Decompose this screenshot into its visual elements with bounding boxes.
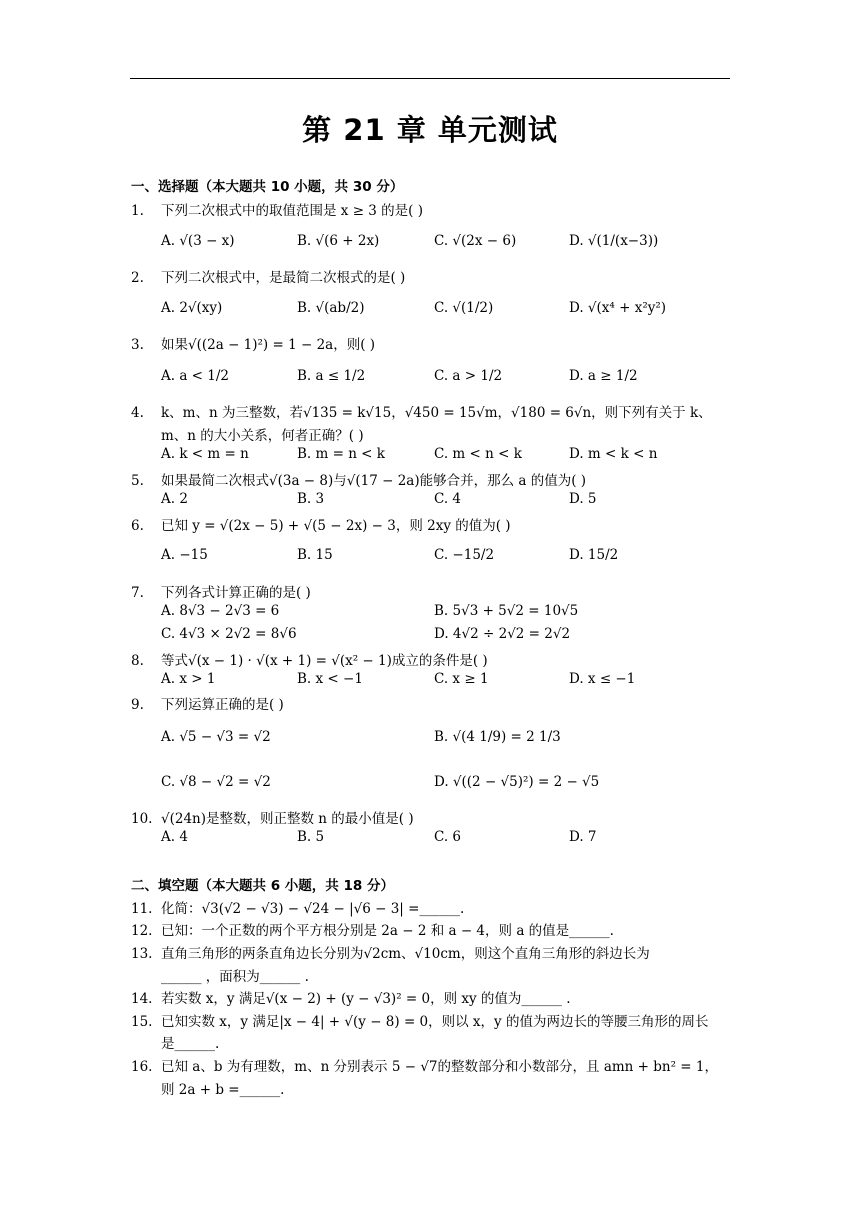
q6-option-c: C. −15/2 bbox=[434, 547, 495, 563]
q4-option-b: B. m = n < k bbox=[297, 446, 385, 462]
question-4-continued: m、n 的大小关系，何者正确？( ) bbox=[161, 428, 364, 444]
q10-option-b: B. 5 bbox=[297, 829, 325, 845]
question-15-continued: 是______. bbox=[161, 1036, 220, 1052]
q8-option-d: D. x ≤ −1 bbox=[569, 671, 636, 687]
q3-option-a: A. a < 1/2 bbox=[161, 368, 230, 384]
question-3: 3. 如果√((2a − 1)²) = 1 − 2a，则( ) bbox=[131, 337, 376, 353]
q5-option-d: D. 5 bbox=[569, 491, 597, 507]
q10-option-c: C. 6 bbox=[434, 829, 462, 845]
q4-option-a: A. k < m = n bbox=[161, 446, 249, 462]
q7-option-a: A. 8√3 − 2√3 = 6 bbox=[161, 603, 280, 619]
q1-option-d: D. √(1/(x−3)) bbox=[569, 233, 659, 249]
question-9: 9. 下列运算正确的是( ) bbox=[131, 697, 284, 713]
q10-option-d: D. 7 bbox=[569, 829, 597, 845]
q6-option-a: A. −15 bbox=[161, 547, 208, 563]
q9-option-b: B. √(4 1/9) = 2 1/3 bbox=[434, 729, 561, 745]
question-12: 12. 已知：一个正数的两个平方根分别是 2a − 2 和 a − 4，则 a 的值是______. bbox=[131, 923, 614, 939]
question-2: 2. 下列二次根式中，是最简二次根式的是( ) bbox=[131, 270, 406, 286]
question-13-continued: ______ ，面积为______ . bbox=[161, 969, 309, 985]
q2-option-c: C. √(1/2) bbox=[434, 300, 494, 316]
q6-option-d: D. 15/2 bbox=[569, 547, 619, 563]
question-11: 11. 化简：√3(√2 − √3) − √24 − |√6 − 3| =______. bbox=[131, 901, 465, 917]
q7-option-d: D. 4√2 ÷ 2√2 = 2√2 bbox=[434, 626, 571, 642]
q2-option-a: A. 2√(xy) bbox=[161, 300, 223, 316]
question-5: 5. 如果最简二次根式√(3a − 8)与√(17 − 2a)能够合并，那么 a 的值为( ) bbox=[131, 473, 587, 489]
question-1: 1. 下列二次根式中的取值范围是 x ≥ 3 的是( ) bbox=[131, 203, 424, 219]
q5-option-c: C. 4 bbox=[434, 491, 462, 507]
section-fill-heading: 二、填空题（本大题共 6 小题，共 18 分） bbox=[131, 878, 394, 894]
header-rule bbox=[130, 78, 730, 79]
question-8: 8. 等式√(x − 1) · √(x + 1) = √(x² − 1)成立的条件是( ) bbox=[131, 653, 488, 669]
q7-option-b: B. 5√3 + 5√2 = 10√5 bbox=[434, 603, 579, 619]
q9-option-a: A. √5 − √3 = √2 bbox=[161, 729, 271, 745]
q3-option-c: C. a > 1/2 bbox=[434, 368, 503, 384]
q9-option-d: D. √((2 − √5)²) = 2 − √5 bbox=[434, 774, 600, 790]
page-title: 第 21 章 单元测试 bbox=[302, 113, 558, 147]
question-4: 4. k、m、n 为三整数，若√135 = k√15，√450 = 15√m，√180 = 6√n，则下列有关于 k、 bbox=[131, 405, 712, 421]
q2-option-b: B. √(ab/2) bbox=[297, 300, 365, 316]
q4-option-c: C. m < n < k bbox=[434, 446, 522, 462]
q7-option-c: C. 4√3 × 2√2 = 8√6 bbox=[161, 626, 297, 642]
q1-option-b: B. √(6 + 2x) bbox=[297, 233, 380, 249]
q4-option-d: D. m < k < n bbox=[569, 446, 658, 462]
q10-option-a: A. 4 bbox=[161, 829, 188, 845]
q3-option-d: D. a ≥ 1/2 bbox=[569, 368, 638, 384]
q2-option-d: D. √(x⁴ + x²y²) bbox=[569, 300, 667, 316]
question-13: 13. 直角三角形的两条直角边长分别为√2cm、√10cm，则这个直角三角形的斜边长为 bbox=[131, 946, 650, 962]
question-7: 7. 下列各式计算正确的是( ) bbox=[131, 585, 311, 601]
q9-option-c: C. √8 − √2 = √2 bbox=[161, 774, 271, 790]
question-6: 6. 已知 y = √(2x − 5) + √(5 − 2x) − 3，则 2xy 的值为( ) bbox=[131, 518, 511, 534]
question-15: 15. 已知实数 x，y 满足|x − 4| + √(y − 8) = 0，则以 x，y 的值为两边长的等腰三角形的周长 bbox=[131, 1014, 709, 1030]
question-14: 14. 若实数 x，y 满足√(x − 2) + (y − √3)² = 0，则 xy 的值为______ . bbox=[131, 991, 571, 1007]
q1-option-a: A. √(3 − x) bbox=[161, 233, 235, 249]
q8-option-c: C. x ≥ 1 bbox=[434, 671, 489, 687]
q1-option-c: C. √(2x − 6) bbox=[434, 233, 517, 249]
question-16: 16. 已知 a、b 为有理数，m、n 分别表示 5 − √7的整数部分和小数部分，且 amn + bn² = 1， bbox=[131, 1059, 718, 1075]
q8-option-a: A. x > 1 bbox=[161, 671, 216, 687]
question-10: 10. √(24n)是整数，则正整数 n 的最小值是( ) bbox=[131, 811, 414, 827]
question-16-continued: 则 2a + b =______. bbox=[161, 1082, 285, 1098]
section-choice-heading: 一、选择题（本大题共 10 小题，共 30 分） bbox=[131, 179, 404, 195]
q6-option-b: B. 15 bbox=[297, 547, 333, 563]
q3-option-b: B. a ≤ 1/2 bbox=[297, 368, 366, 384]
q5-option-b: B. 3 bbox=[297, 491, 325, 507]
q8-option-b: B. x < −1 bbox=[297, 671, 363, 687]
q5-option-a: A. 2 bbox=[161, 491, 188, 507]
